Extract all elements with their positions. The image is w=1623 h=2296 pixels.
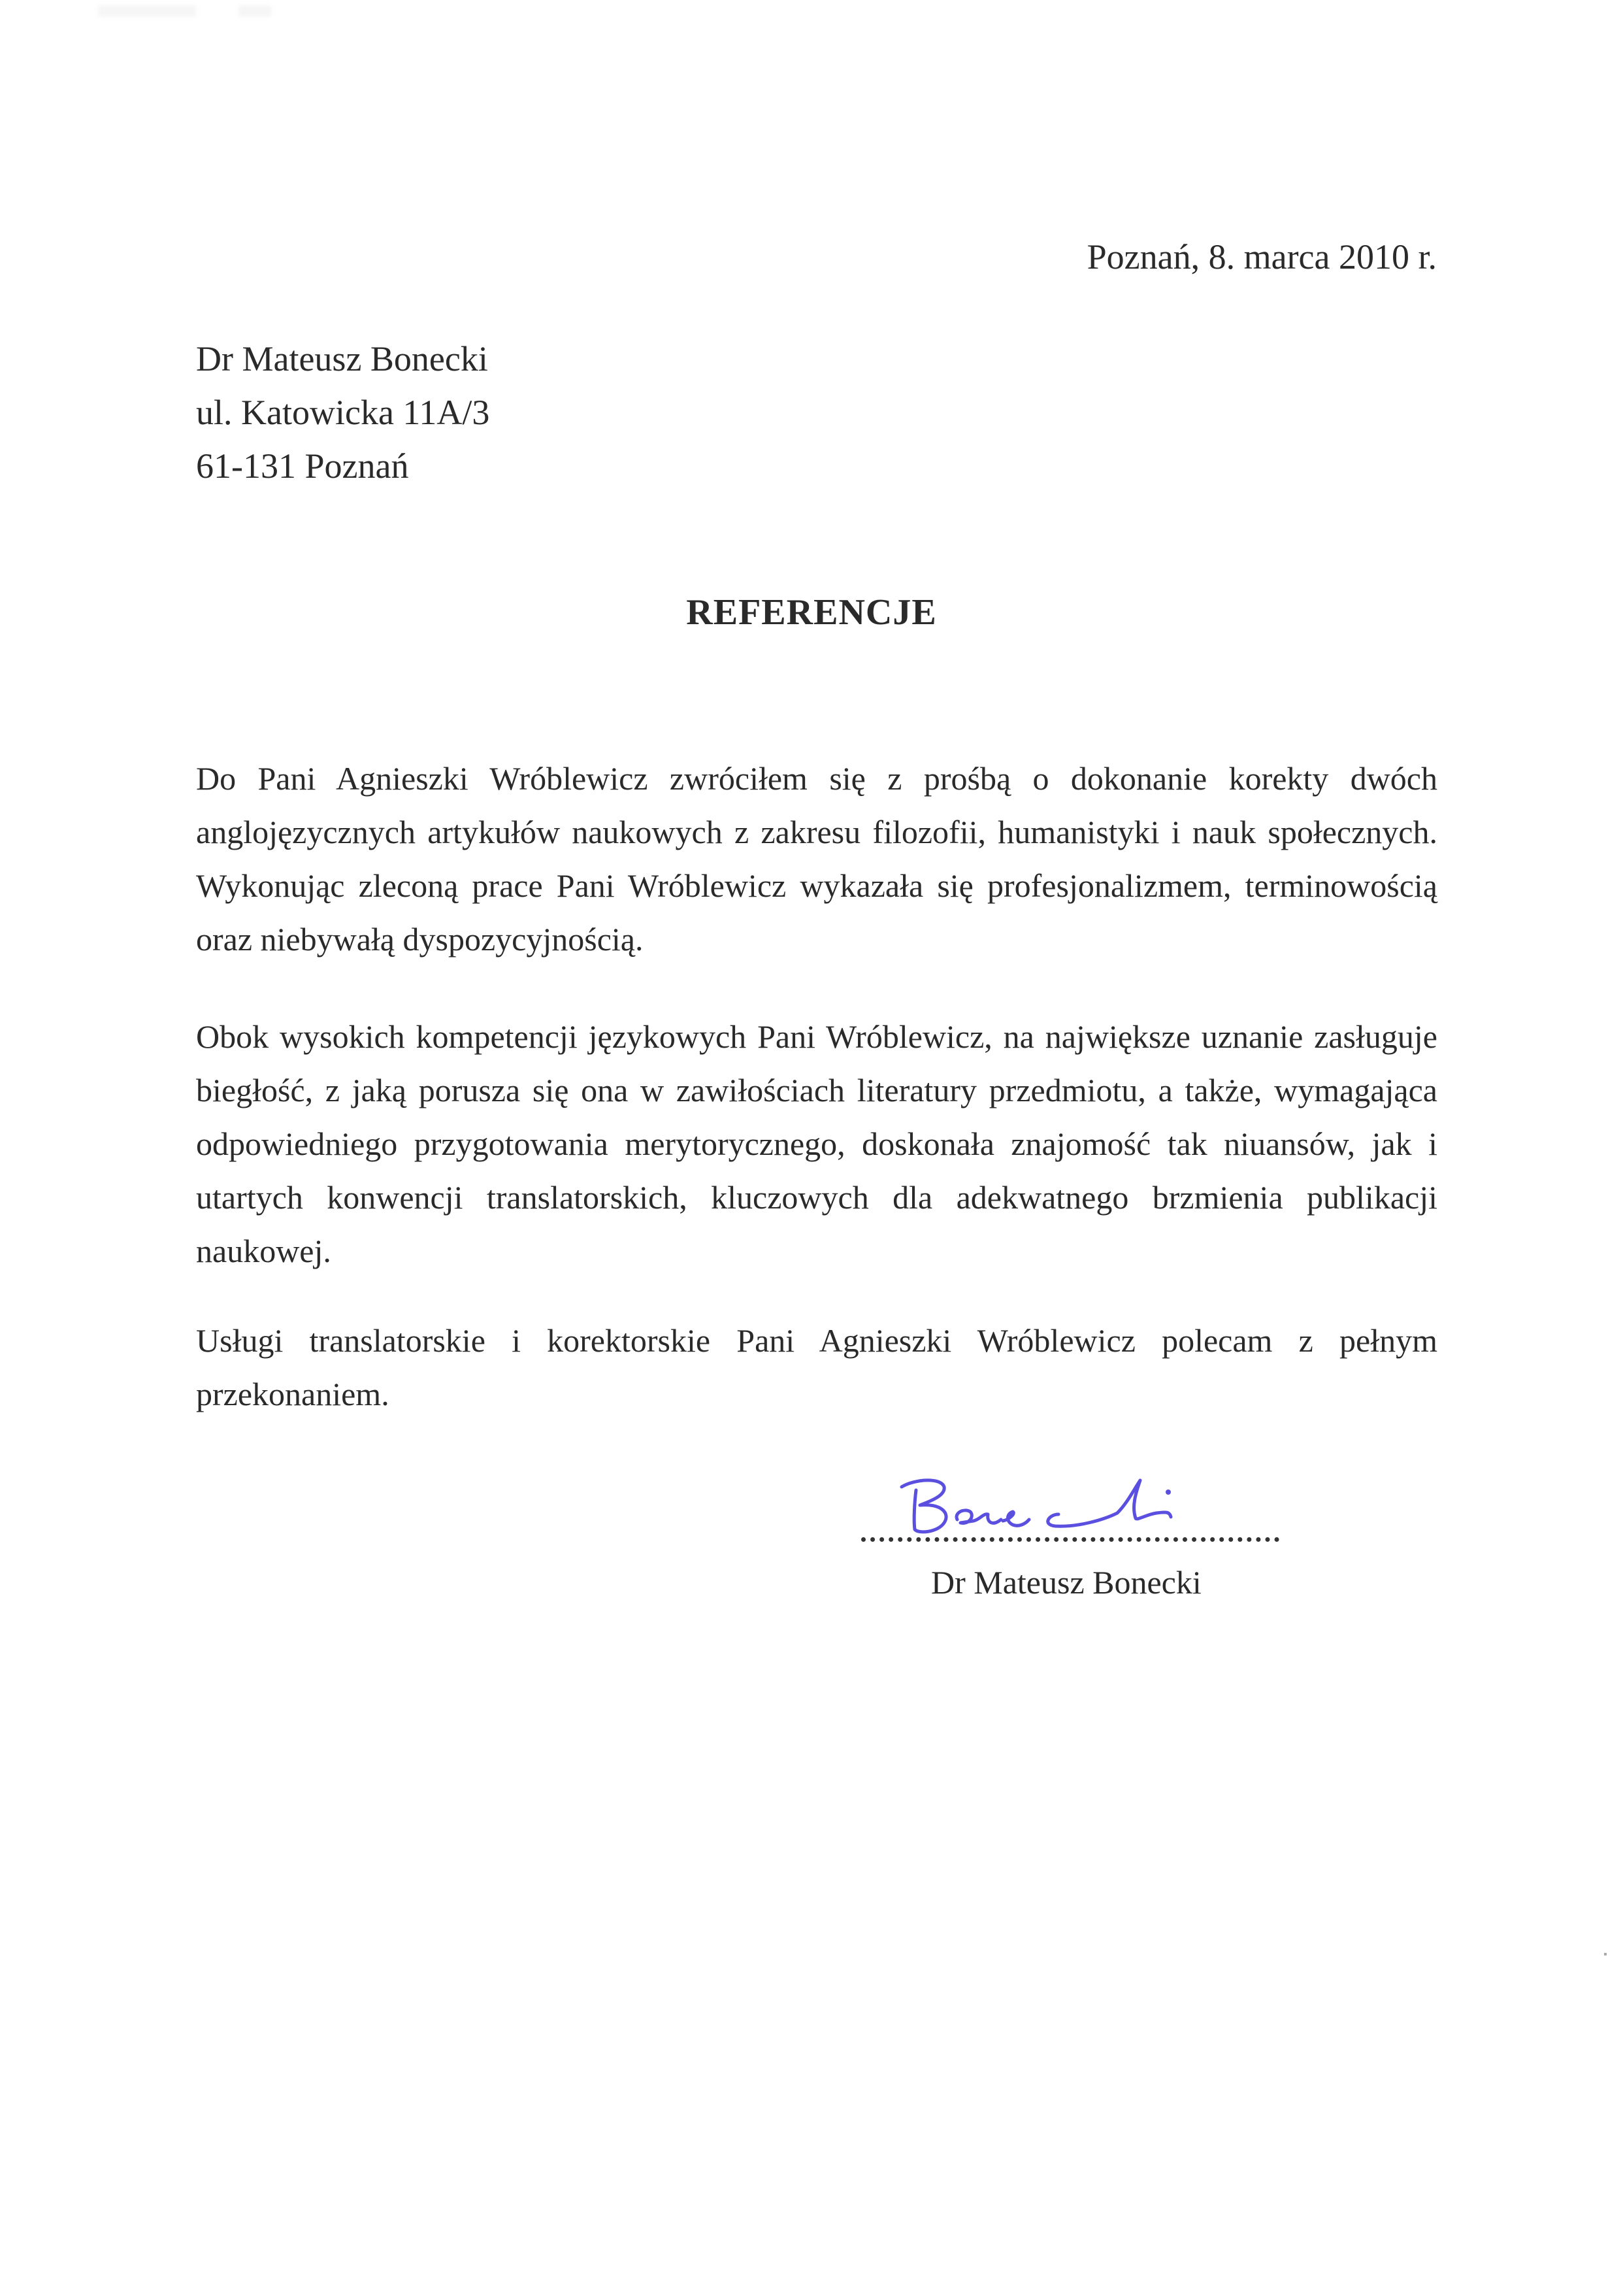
signature-stroke [1048,1480,1171,1526]
signature-stroke [1003,1512,1029,1525]
sender-city: 61-131 Poznań [196,446,409,486]
scan-artifact [98,5,196,17]
sender-street: ul. Katowicka 11A/3 [196,393,490,432]
sender-address [196,332,489,493]
sender-name: Dr Mateusz Bonecki [196,339,488,378]
signer-name: Dr Mateusz Bonecki [931,1564,1202,1601]
scan-artifact [238,5,271,17]
handwritten-signature [889,1474,1254,1539]
signature-stroke [902,1480,946,1532]
paragraph-2: Obok wysokich kompetencji językowych Pani Wróblewicz, na największe uznanie zasługuje biegłość, z jaką porusza się ona w zawiłościach literatury przedmiotu, a także, wymagająca odpowiedniego przygotowania merytorycznego, doskonała znajomość tak niuansów, jak i utartych konwencji translatorskich, kluczowych dla adekwatnego brzmienia publikacji naukowej. [196,1018,1437,1269]
paragraph-3: Usługi translatorskie i korektorskie Pani Agnieszki Wróblewicz polecam z pełnym przekonaniem. [196,1322,1437,1412]
document-title: REFERENCJE [686,592,937,633]
scan-artifact [1604,1953,1607,1955]
signature-stroke [957,1510,1001,1523]
signature-dot [1166,1489,1171,1495]
signature-line [861,1537,1279,1542]
paragraph-1: Do Pani Agnieszki Wróblewicz zwróciłem się z prośbą o dokonanie korekty dwóch anglojęzycznych artykułów naukowych z zakresu filozofii, humanistyki i nauk społecznych. Wykonując zleconą prace Pani Wróblewicz wykazała się profesjonalizmem, terminowością oraz niebywałą dyspozycyjnością. [196,760,1437,957]
letter-date: Poznań, 8. marca 2010 r. [1087,237,1437,276]
